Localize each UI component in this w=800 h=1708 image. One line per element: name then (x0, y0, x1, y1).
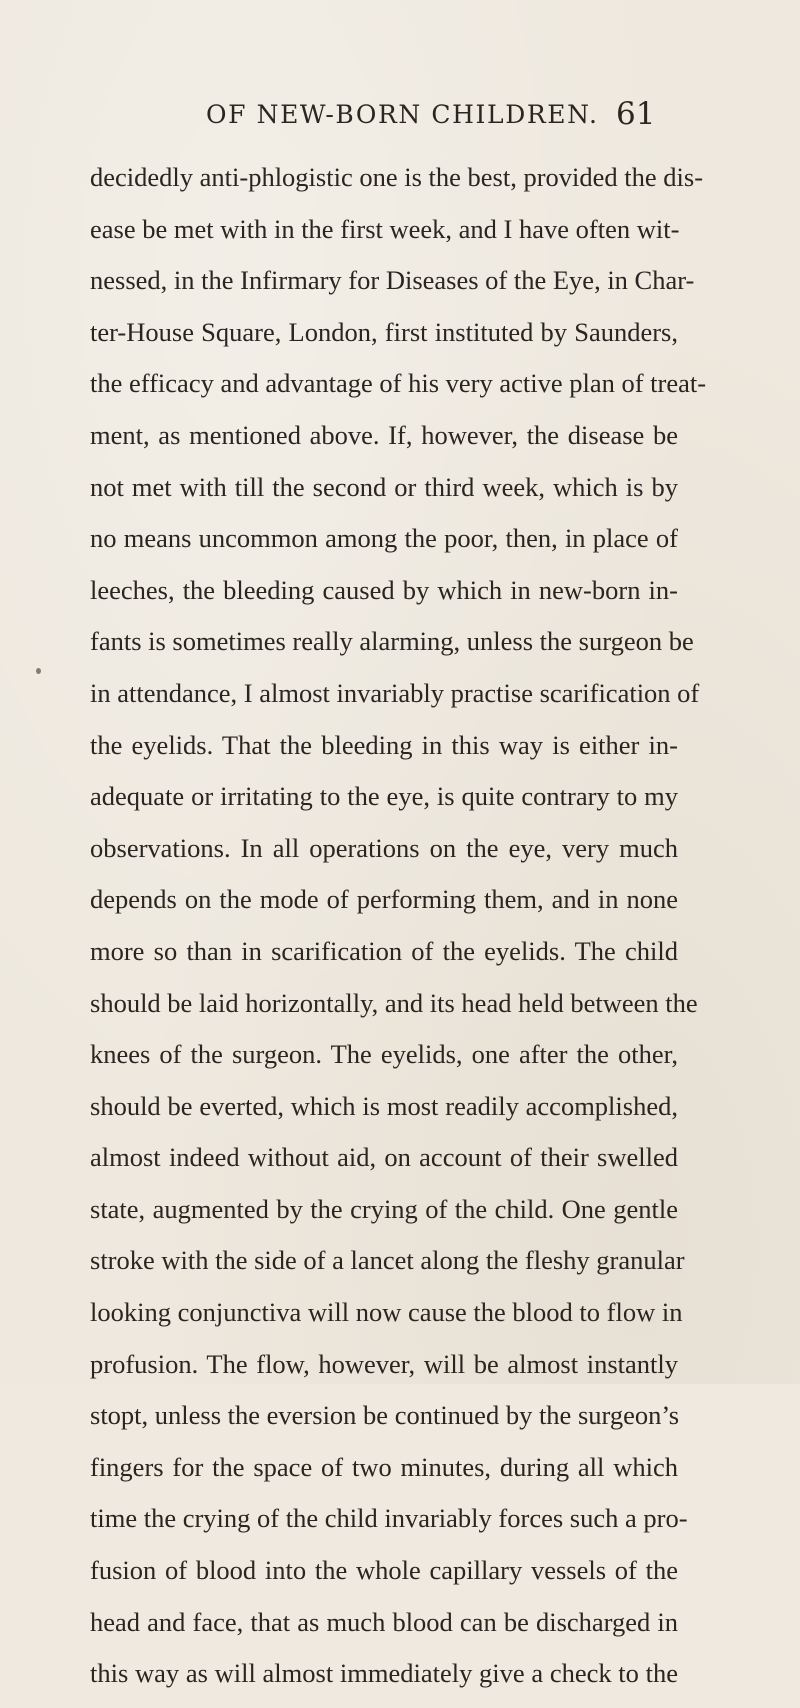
paper-speck (36, 668, 41, 674)
text-line: the efficacy and advantage of his very active plan of treat- (90, 368, 707, 399)
text-line: ter-House Square, London, first instituted by Saunders, (90, 316, 678, 347)
text-line: decidedly anti-phlogistic one is the best, provided the dis- (90, 162, 704, 192)
text-line: almost indeed without aid, on account of their swelled (90, 1142, 678, 1173)
text-line: head and face, that as much blood can be discharged in (90, 1606, 678, 1637)
text-line: stopt, unless the eversion be continued by the surgeon’s (90, 1400, 680, 1431)
text-line: stroke with the side of a lancet along the fleshy granular (90, 1245, 685, 1276)
text-line: time the crying of the child invariably forces such a pro- (90, 1503, 688, 1534)
text-line: this way as will almost immediately give a check to the (90, 1658, 678, 1689)
text-line: in attendance, I almost invariably practise scarification of (90, 677, 700, 708)
text-line: should be everted, which is most readily accomplished, (90, 1090, 678, 1121)
page-number: 61 (616, 96, 656, 132)
text-line: knees of the surgeon. The eyelids, one after the other, (90, 1039, 678, 1070)
text-line: should be laid horizontally, and its head held between the (90, 987, 698, 1018)
text-line: depends on the mode of performing them, and in none (90, 884, 678, 915)
text-line: ease be met with in the first week, and I have often wit- (90, 213, 680, 244)
text-line: not met with till the second or third week, which is by (90, 471, 678, 502)
text-line: adequate or irritating to the eye, is quite contrary to my (90, 781, 678, 812)
running-head: OF NEW-BORN CHILDREN. (206, 100, 599, 129)
text-line: no means uncommon among the poor, then, in place of (90, 523, 678, 554)
body-text (90, 160, 707, 1708)
text-line: ment, as mentioned above. If, however, the disease be (90, 419, 678, 450)
text-line: fusion of blood into the whole capillary vessels of the (90, 1555, 678, 1586)
text-line: state, augmented by the crying of the child. One gentle (90, 1193, 678, 1224)
text-line: the eyelids. That the bleeding in this way is either in- (90, 729, 678, 760)
text-line: more so than in scarification of the eyelids. The child (90, 935, 678, 966)
text-line: nessed, in the Infirmary for Diseases of the Eye, in Char- (90, 265, 695, 296)
text-line: observations. In all operations on the eye, very much (90, 832, 678, 863)
text-line: fingers for the space of two minutes, during all which (90, 1451, 678, 1482)
text-line: looking conjunctiva will now cause the blood to flow in (90, 1297, 683, 1328)
page-header (206, 96, 686, 140)
text-line: profusion. The flow, however, will be almost instantly (90, 1348, 678, 1379)
text-line: leeches, the bleeding caused by which in new-born in- (90, 574, 678, 605)
text-line: fants is sometimes really alarming, unless the surgeon be (90, 626, 694, 657)
